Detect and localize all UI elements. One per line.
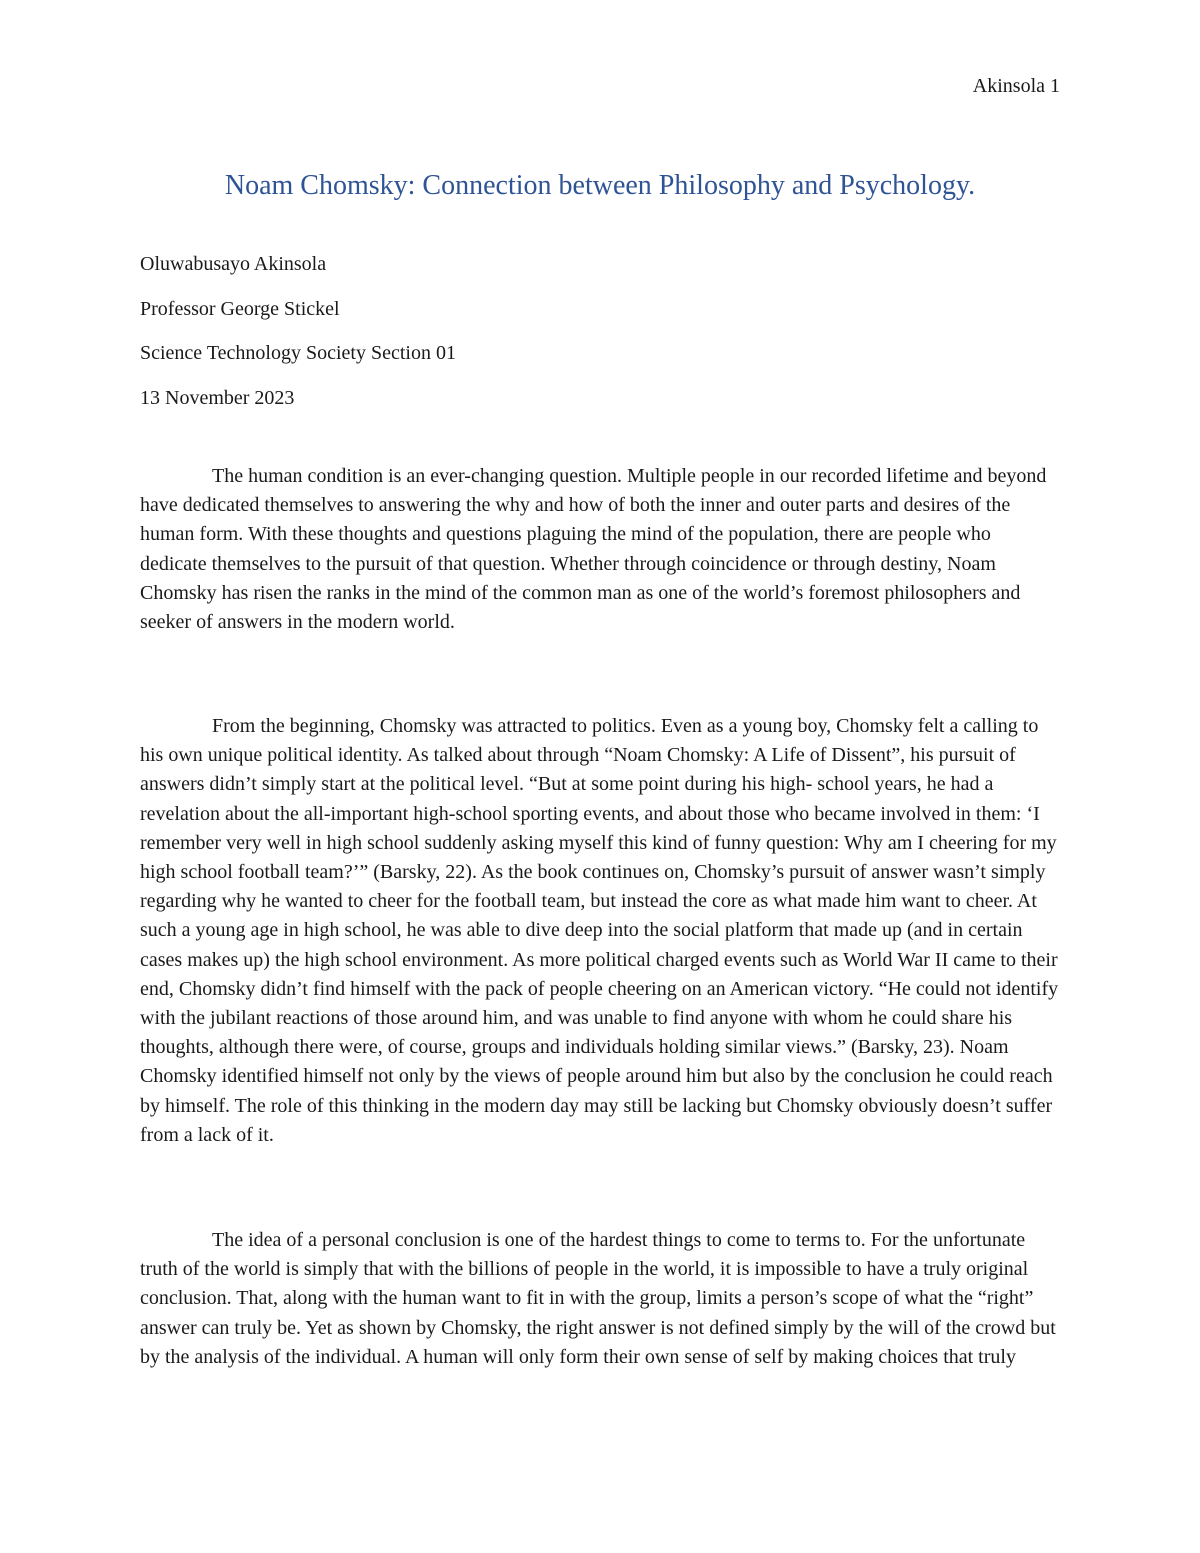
professor-name: Professor George Stickel [140, 297, 340, 320]
header-page-number: Akinsola 1 [972, 75, 1060, 97]
body-paragraph-2: From the beginning, Chomsky was attracted to politics. Even as a young boy, Chomsky felt a calling to his own unique political identity. As talked about through “Noam Chomsky: A Life of Dissent”, his pursuit of answers didn’t simply start at the political level. “But at some point during his high- school years, he had a revelation about the all-important high-school sporting events, and about those who became involved in them: ‘I remember very well in high school suddenly asking myself this kind of funny question: Why am I cheering for my high school football team?’” (Barsky, 22). As the book continues on, Chomsky’s pursuit of answer wasn’t simply regarding why he wanted to cheer for the football team, but instead the core as what made him want to cheer. At such a young age in high school, he was able to dive deep into the social platform that made up (and in certain cases makes up) the high school environment. As more political charged events such as World War II came to their end, Chomsky didn’t find himself with the pack of people cheering on an American victory. “He could not identify with the jubilant reactions of those around him, and was unable to find anyone with whom he could share his thoughts, although there were, of course, groups and individuals holding similar views.” (Barsky, 23). Noam Chomsky identified himself not only by the views of people around him but also by the conclusion he could reach by himself. The role of this thinking in the modern day may still be lacking but Chomsky obviously doesn’t suffer from a lack of it. [140, 715, 1059, 1146]
author-name: Oluwabusayo Akinsola [140, 253, 327, 275]
course-name: Science Technology Society Section 01 [140, 342, 456, 364]
document-date: 13 November 2023 [140, 386, 295, 409]
heading-block [140, 252, 1060, 430]
body-paragraph-1: The human condition is an ever-changing question. Multiple people in our recorded lifetime and beyond have dedicated themselves to answering the why and how of both the inner and outer parts and desires of the human form. With these thoughts and questions plaguing the mind of the population, there are people who dedicate themselves to the pursuit of that question. Whether through coincidence or through destiny, Noam Chomsky has risen the ranks in the mind of the common man as one of the world’s foremost philosophers and seeker of answers in the modern world. [140, 465, 1047, 634]
document-title: Noam Chomsky: Connection between Philosophy and Psychology. [224, 170, 976, 201]
body-paragraph-3: The idea of a personal conclusion is one of the hardest things to come to terms to. For the unfortunate truth of the world is simply that with the billions of people in the world, it is impossible to have a truly original conclusion. That, along with the human want to fit in with the group, limits a person’s scope of what the “right” answer can truly be. Yet as shown by Chomsky, the right answer is not defined simply by the will of the crowd but by the analysis of the individual. A human will only form their own sense of self by making choices that truly [140, 1229, 1056, 1368]
